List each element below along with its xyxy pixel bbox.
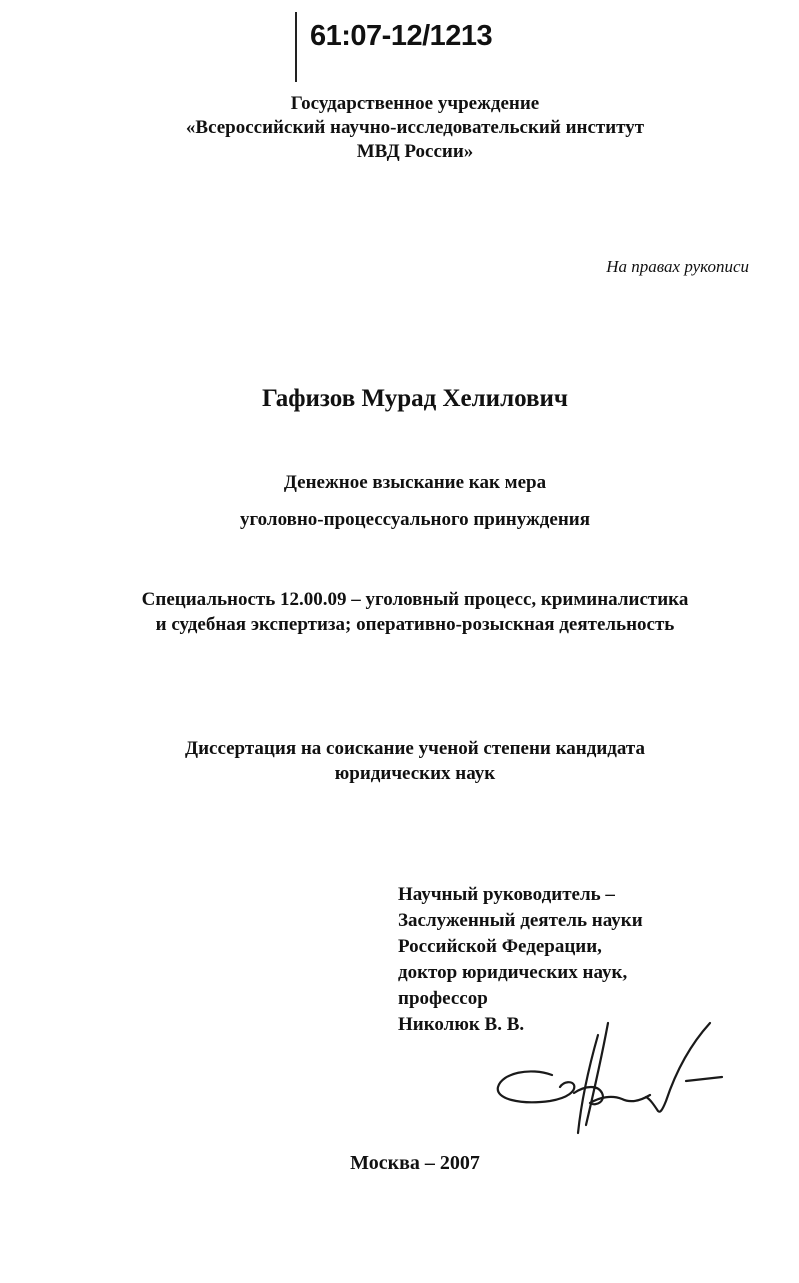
institution-line-2: «Всероссийский научно-исследовательский институт [185,117,645,138]
dissertation-title [0,464,799,538]
signature-icon [490,1015,730,1145]
supervisor-line: доктор юридических наук, [398,962,628,983]
city-year: Москва – 2007 [350,1152,480,1174]
supervisor-line: Научный руководитель – [398,884,615,905]
supervisor-line: Российской Федерации, [398,936,602,957]
title-line-1: Денежное взыскание как мера [283,472,547,493]
institution-line-3: МВД России» [356,141,474,162]
supervisor-name: Николюк В. В. [398,1014,525,1035]
institution-line-1: Государственное учреждение [290,93,540,114]
supervisor-line: профессор [398,988,488,1009]
degree-line-1: Диссертация на соискание ученой степени кандидата [185,738,645,759]
degree-line-2: юридических наук [334,763,496,784]
degree-statement [100,736,730,786]
specialty-line-1: Специальность 12.00.09 – уголовный процесс, криминалистика [141,589,689,610]
catalog-stamp-number: 61:07-12/1213 [310,20,493,52]
supervisor-line: Заслуженный деятель науки [398,910,643,931]
margin-vertical-line [295,12,297,82]
author-name: Гафизов Мурад Хелилович [262,385,568,412]
specialty-line-2: и судебная экспертиза; оперативно-розыскная деятельность [155,614,675,635]
institution-header [100,92,730,164]
specialty-block [100,587,730,637]
rights-note: На правах рукописи [606,257,749,276]
title-line-2: уголовно-процессуального принуждения [240,509,590,530]
